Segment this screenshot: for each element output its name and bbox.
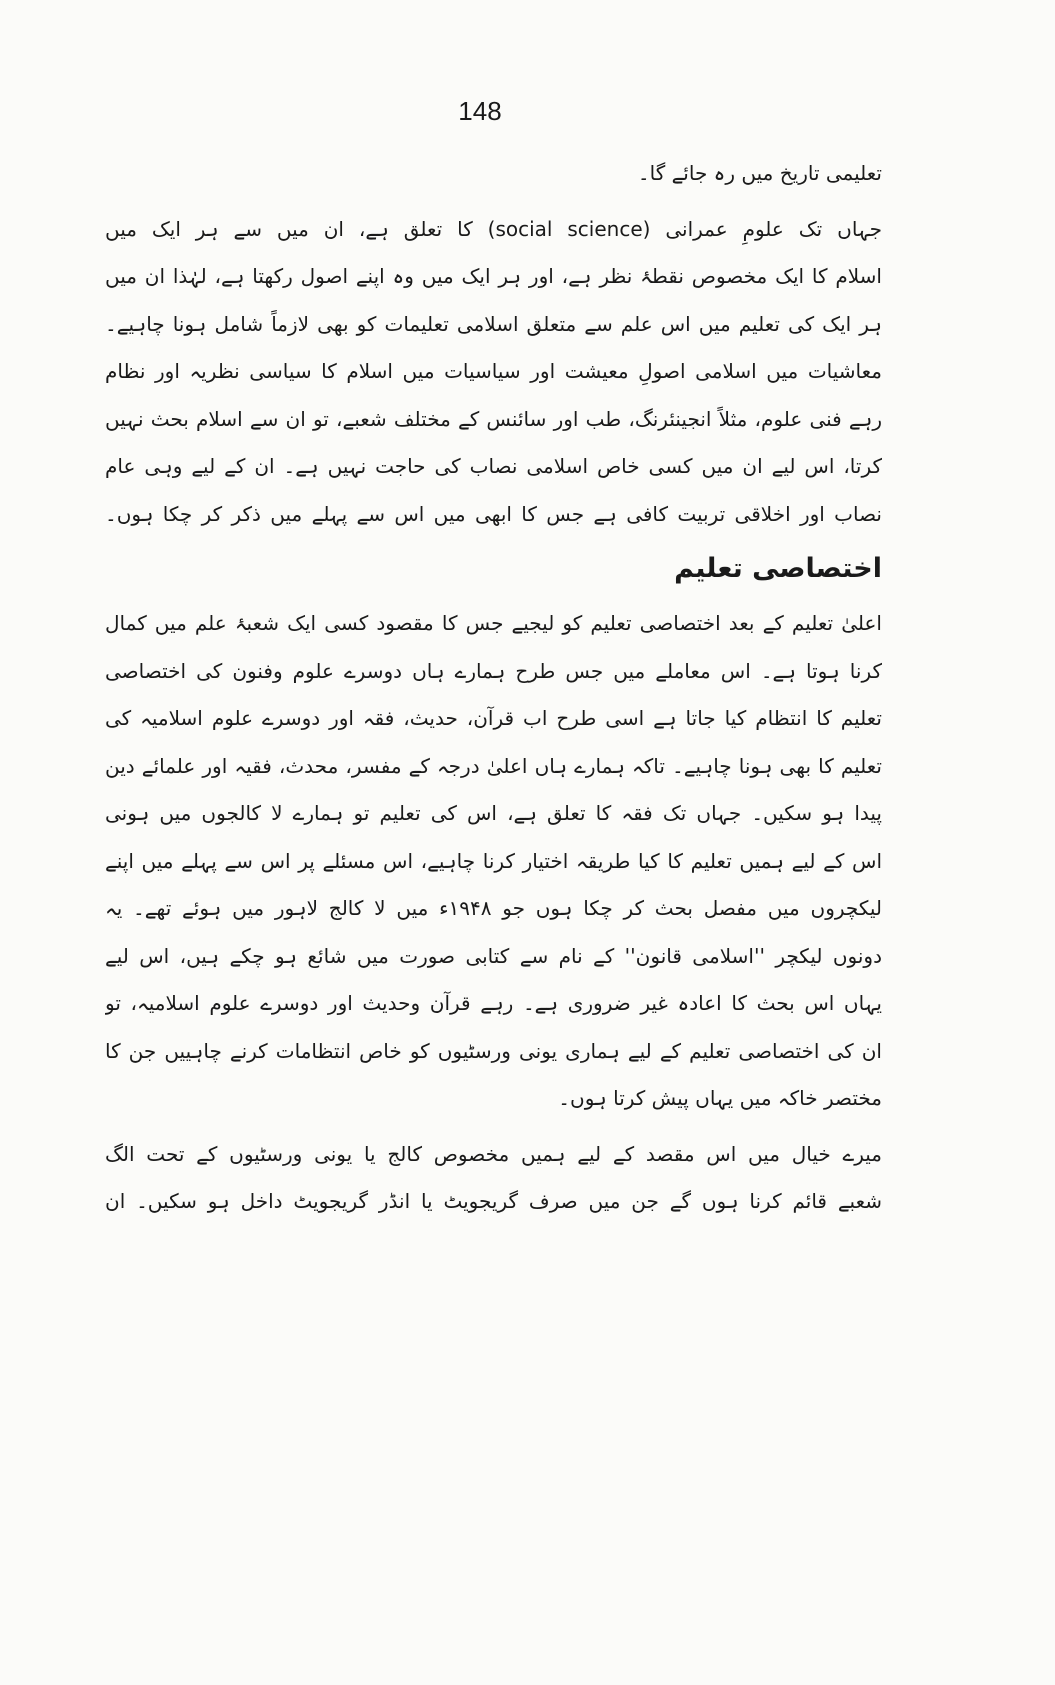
page-body [105,150,882,1226]
text-line: اس کے لیے ہمیں تعلیم کا کیا طریقہ اختیار کرنا چاہیے، اس مسئلے پر اس سے پہلے میں اپنے [105,848,882,873]
text-line: یہاں اس بحث کا اعادہ غیر ضروری ہے۔ رہے قرآن وحدیث اور دوسرے علوم اسلامیہ، تو [105,991,882,1015]
text-line: تعلیم کا بھی ہونا چاہیے۔ تاکہ ہمارے ہاں اعلیٰ درجہ کے مفسر، محدث، فقیہ اور علمائے دین [105,753,882,778]
paragraph [105,1131,882,1226]
text-line: میرے خیال میں اس مقصد کے لیے ہمیں مخصوص کالج یا یونی ورسٹیوں کے تحت الگ [105,1141,882,1166]
text-line: پیدا ہو سکیں۔ جہاں تک فقہ کا تعلق ہے، اس کی تعلیم تو ہمارے لا کالجوں میں ہونی [105,801,882,825]
text-line: نصاب اور اخلاقی تربیت کافی ہے جس کا ابھی میں اس سے پہلے میں ذکر کر چکا ہوں۔ [105,501,882,526]
text-line: لیکچروں میں مفصل بحث کر چکا ہوں جو ۱۹۴۸ء میں لا کالج لاہور میں ہوئے تھے۔ یہ [105,896,882,920]
text-line: تعلیم کا انتظام کیا جاتا ہے اسی طرح اب قرآن، حدیث، فقہ اور دوسرے علوم اسلامیہ کی [105,706,882,730]
text-line: رہے فنی علوم، مثلاً انجینئرنگ، طب اور سائنس کے مختلف شعبے، تو ان سے اسلام بحث نہیں [105,406,882,431]
section-heading: اختصاصی تعلیم [674,553,882,584]
text-line: معاشیات میں اسلامی اصولِ معیشت اور سیاسیات میں اسلام کا سیاسی نظریہ اور نظام [105,359,882,383]
text-line: ان کی اختصاصی تعلیم کے لیے ہماری یونی ورسٹیوں کو خاص انتظامات کرنے چاہییں جن کا [105,1038,882,1063]
paragraph [105,600,882,1123]
text-line: کرنا ہوتا ہے۔ اس معاملے میں جس طرح ہمارے ہاں دوسرے علوم وفنون کی اختصاصی [105,658,882,683]
text-line: کرتا، اس لیے ان میں کسی خاص اسلامی نصاب کی حاجت نہیں ہے۔ ان کے لیے وہی عام [105,454,882,478]
text-line: تعلیمی تاریخ میں رہ جائے گا۔ [637,161,882,185]
text-line: اعلیٰ تعلیم کے بعد اختصاصی تعلیم کو لیجیے جس کا مقصود کسی ایک شعبۂ علم میں کمال [105,611,882,635]
text-line: دونوں لیکچر ''اسلامی قانون'' کے نام سے کتابی صورت میں شائع ہو چکے ہیں، اس لیے [105,943,882,968]
paragraph [105,206,882,539]
text-line: اسلام کا ایک مخصوص نقطۂ نظر ہے، اور ہر ایک میں وہ اپنے اصول رکھتا ہے، لہٰذا ان میں [105,264,882,288]
text-line: شعبے قائم کرنا ہوں گے جن میں صرف گریجویٹ یا انڈر گریجویٹ داخل ہو سکیں۔ ان [105,1189,882,1213]
page-number: 148 [458,96,502,126]
text-line: ہر ایک کی تعلیم میں اس علم سے متعلق اسلامی تعلیمات کو بھی لازماً شامل ہونا چاہیے۔ [105,311,882,336]
text-line: جہاں تک علومِ عمرانی (social science) کا تعلق ہے، ان میں سے ہر ایک میں [105,216,882,241]
text-line: مختصر خاکہ میں یہاں پیش کرتا ہوں۔ [558,1086,882,1110]
